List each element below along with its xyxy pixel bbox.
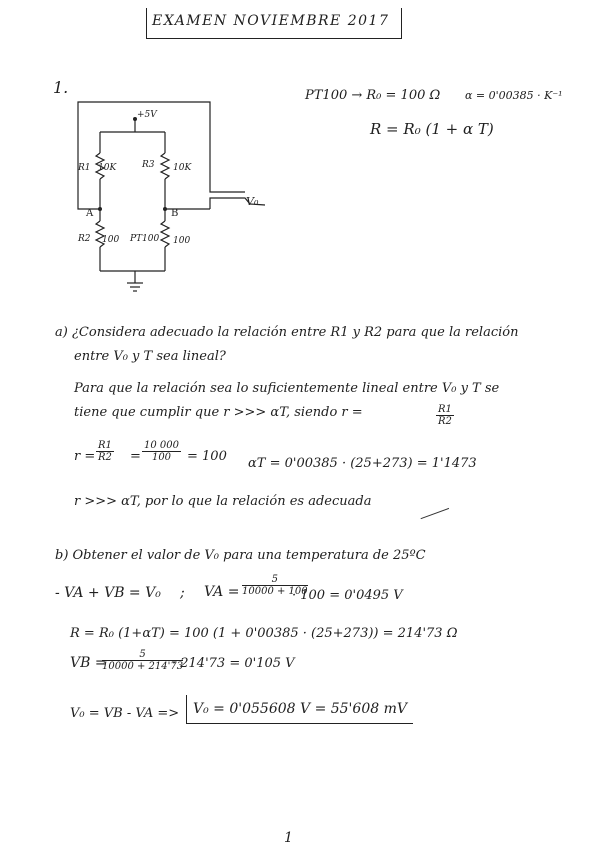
kirchhoff-equation: - VA + VB = V₀ <box>55 585 161 601</box>
output-label: V₀ <box>246 195 259 208</box>
alpha-t-equation: αT = 0'00385 · (25+273) = 1'1473 <box>248 456 477 471</box>
ratio-fraction <box>436 404 454 427</box>
va-fraction-den: 10000 + 100 <box>242 586 308 597</box>
pt100-formula: PT100 → R₀ = 100 Ω <box>305 88 441 103</box>
eq-fraction-2-num: 10 000 <box>144 440 179 451</box>
eq-fraction-2 <box>142 440 181 463</box>
va-label: VA = <box>204 584 240 600</box>
eq-fraction-2-den: 100 <box>151 452 172 463</box>
resistance-formula: R = R₀ (1 + α T) <box>370 120 494 138</box>
eq-fraction-1-den: R2 <box>98 452 112 463</box>
ratio-numerator: R1 <box>438 404 452 415</box>
node-a-label: A <box>86 208 94 219</box>
eq-r-label: r = <box>74 449 96 464</box>
r1-value: 10K <box>98 163 117 173</box>
part-b-question: b) Obtener el valor de V₀ para una temperatura de 25ºC <box>55 548 426 563</box>
vb-fraction-den: 10000 + 214'73 <box>102 661 184 672</box>
vb-fraction-num: 5 <box>102 649 183 661</box>
part-a-conclusion: r >>> αT, por lo que la relación es adecuada <box>74 494 372 509</box>
part-a-answer-line-2: tiene que cumplir que r >>> αT, siendo r = <box>74 405 363 420</box>
r1-label: R1 <box>78 163 91 173</box>
vo-derivation: V₀ = VB - VA => <box>70 706 180 721</box>
va-fraction-num: 5 <box>242 574 308 586</box>
r3-label: R3 <box>142 160 155 170</box>
r2-value: 100 <box>102 235 120 245</box>
vb-result: · 214'73 = 0'105 V <box>172 656 295 671</box>
part-a-question-line-1: a) ¿Considera adecuado la relación entre R1 y R2 para que la relación <box>55 325 519 340</box>
r3-value: 10K <box>173 163 192 173</box>
va-result: · 100 = 0'0495 V <box>292 588 403 603</box>
vb-fraction <box>102 649 183 672</box>
eq-equals: = <box>130 449 141 464</box>
eq-fraction-1 <box>96 440 114 463</box>
supply-label: +5V <box>137 110 157 120</box>
pt100-value: 100 <box>173 236 191 246</box>
problem-number: 1. <box>53 78 69 97</box>
part-a-answer-line-1: Para que la relación sea lo suficientemente lineal entre V₀ y T se <box>74 381 500 396</box>
part-a-question-line-2: entre V₀ y T sea lineal? <box>74 349 226 364</box>
pt100-resistance-equation: R = R₀ (1+αT) = 100 (1 + 0'00385 · (25+273)) = 214'73 Ω <box>70 626 458 641</box>
final-answer: V₀ = 0'055608 V = 55'608 mV <box>193 701 407 717</box>
page-title: EXAMEN NOVIEMBRE 2017 <box>152 13 390 29</box>
conclusion-underline <box>421 508 450 520</box>
vb-label: VB = <box>70 655 107 671</box>
bridge-circuit-diagram <box>60 95 270 310</box>
pt100-label: PT100 <box>130 234 160 244</box>
equation-separator: ; <box>180 585 185 601</box>
eq-result: = 100 <box>187 449 227 464</box>
page-number: 1 <box>284 830 293 846</box>
ratio-denominator: R2 <box>438 416 452 427</box>
node-b-label: B <box>171 208 179 219</box>
eq-fraction-1-num: R1 <box>98 440 112 451</box>
r2-label: R2 <box>78 234 91 244</box>
alpha-formula: α = 0'00385 · K⁻¹ <box>465 89 563 102</box>
